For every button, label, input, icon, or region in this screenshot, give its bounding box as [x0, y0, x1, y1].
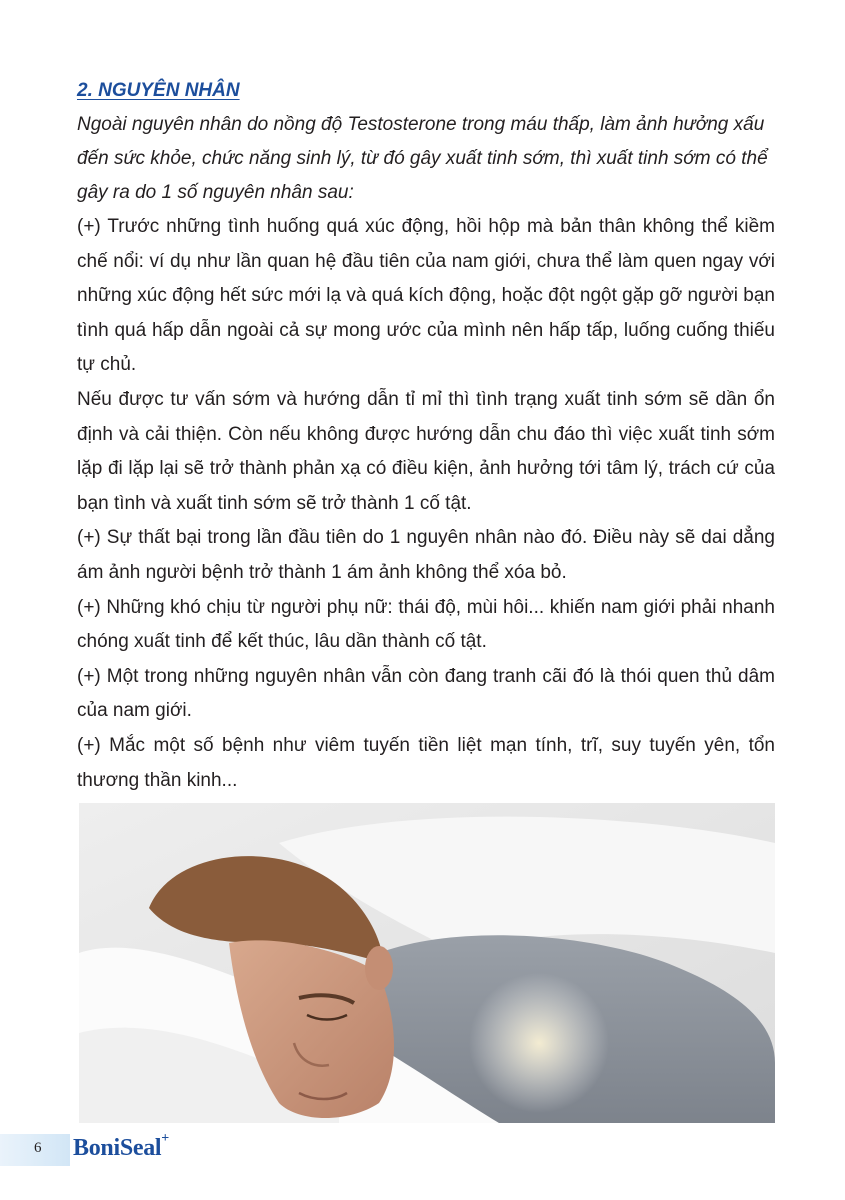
light-flare: [469, 973, 609, 1113]
intro-paragraph: Ngoài nguyên nhân do nồng độ Testosterone trong máu thấp, làm ảnh hưởng xấu đến sức khỏe, chức năng sinh lý, từ đó gây xuất tinh sớm, thì xuất tinh sớm có thể gây ra do 1 số nguyên nhân sau:: [77, 114, 768, 203]
brand-name: BoniSeal: [73, 1135, 162, 1161]
paragraph: (+) Trước những tình huống quá xúc động, hồi hộp mà bản thân không thể kiềm chế nổi: ví dụ như lần quan hệ đầu tiên của nam giới, chưa thể làm quen ngay với những xúc động hết sức mới lạ và quá kích động, hoặc đột ngột gặp gỡ người bạn tình quá hấp dẫn ngoài cả sự mong ước của mình nên hấp tấp, luống cuống thiếu tự chủ.: [77, 216, 775, 376]
article-content: [77, 76, 775, 798]
paragraph: (+) Sự thất bại trong lần đầu tiên do 1 nguyên nhân nào đó. Điều này sẽ dai dẳng ám ảnh người bệnh trở thành 1 ám ảnh không thể xóa bỏ.: [77, 527, 775, 583]
brand-plus-mark: +: [161, 1131, 169, 1146]
section-heading: 2. NGUYÊN NHÂN: [77, 80, 240, 101]
photo-illustration: [79, 803, 775, 1123]
page-number: 6: [34, 1140, 42, 1156]
ear: [365, 946, 393, 990]
paragraph: (+) Mắc một số bệnh như viêm tuyến tiền liệt mạn tính, trĩ, suy tuyến yên, tổn thương thần kinh...: [77, 734, 775, 791]
paragraph: (+) Một trong những nguyên nhân vẫn còn đang tranh cãi đó là thói quen thủ dâm của nam giới.: [77, 665, 775, 722]
paragraph: Nếu được tư vấn sớm và hướng dẫn tỉ mỉ thì tình trạng xuất tinh sớm sẽ dần ổn định và cải thiện. Còn nếu không được hướng dẫn chu đáo thì việc xuất tinh sớm lặp đi lặp lại sẽ trở thành phản xạ có điều kiện, ảnh hưởng tới tâm lý, trách cứ của bạn tình và xuất tinh sớm sẽ trở thành 1 cố tật.: [77, 388, 775, 514]
paragraph: (+) Những khó chịu từ người phụ nữ: thái độ, mùi hôi... khiến nam giới phải nhanh chóng xuất tinh để kết thúc, lâu dần thành cố tật.: [77, 596, 775, 653]
sleeping-man-photo: [79, 803, 775, 1123]
brand-logo: [73, 1131, 169, 1162]
